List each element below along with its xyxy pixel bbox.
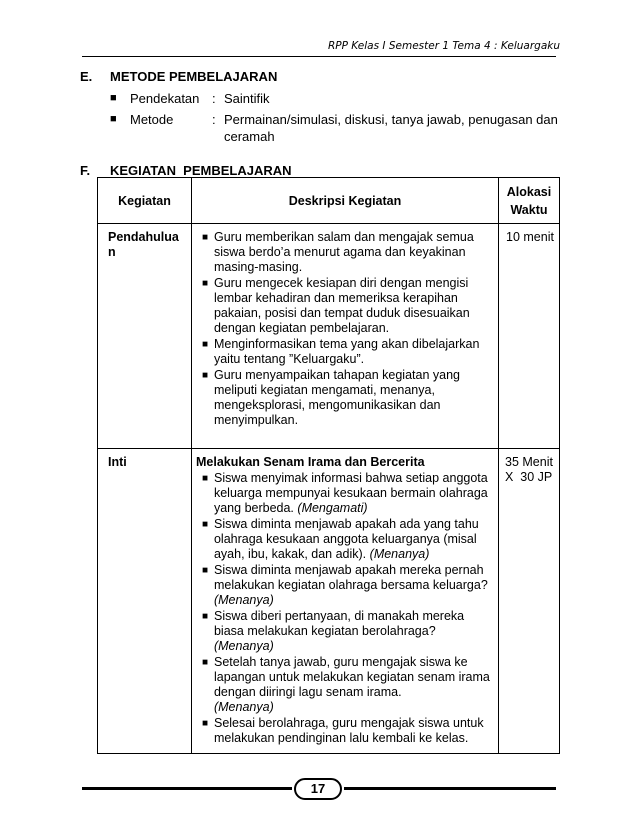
running-header: RPP Kelas I Semester 1 Tema 4 : Keluargaku [328, 40, 560, 52]
list-item [196, 517, 492, 562]
table-row [98, 449, 560, 754]
kegiatan-cell: Pendahulua n [98, 224, 192, 449]
item-tag: (Mengamati) [297, 501, 368, 515]
item-text: Guru mengecek kesiapan diri dengan mengisi lembar kehadiran dan memeriksa kerapihan pakaian, posisi dan tempat duduk disesuaikan dengan kegiatan pembelajaran. [213, 276, 470, 335]
list-item [196, 276, 492, 336]
square-bullet-icon: ■ [201, 278, 208, 289]
list-item [196, 609, 492, 654]
deskripsi-cell [191, 449, 498, 754]
pendekatan-row [110, 90, 568, 107]
list-item [196, 655, 492, 715]
pendekatan-colon: : [212, 91, 216, 106]
item-tag: (Menanya) [213, 639, 274, 653]
metode-value: Permainan/simulasi, diskusi, tanya jawab, penugasan dan ceramah [224, 112, 558, 144]
section-e-heading [80, 69, 568, 84]
square-bullet-icon: ■ [201, 232, 208, 243]
item-text: Guru memberikan salam dan mengajak semua siswa berdo’a menurut agama dan keyakinan masing-masing. [213, 230, 474, 274]
section-f [80, 163, 568, 178]
section-e-letter: E. [80, 69, 93, 84]
waktu-cell [499, 449, 560, 754]
metode-label: Metode [130, 112, 174, 127]
metode-colon: : [212, 112, 216, 127]
square-bullet-icon: ■ [110, 113, 117, 125]
item-text: Siswa diberi pertanyaan, di manakah mereka biasa melakukan kegiatan berolahraga? [213, 609, 465, 638]
pendekatan-label: Pendekatan [130, 91, 200, 106]
section-f-title: KEGIATAN PEMBELAJARAN [110, 163, 292, 178]
table-row [98, 224, 560, 449]
item-text: Siswa diminta menjawab apakah ada yang tahu olahraga kesukaan anggota keluarganya (misal ayah, ibu, kakak, dan adik). [213, 517, 479, 561]
list-item [196, 337, 492, 367]
item-text: Selesai berolahraga, guru mengajak siswa untuk melakukan pendinginan lalu kembali ke kelas. [213, 716, 484, 745]
item-tag: (Menanya) [213, 700, 274, 714]
page-number: 17 [294, 778, 342, 800]
waktu-cell [499, 224, 560, 449]
item-text: Guru menyampaikan tahapan kegiatan yang meliputi kegiatan mengamati, menanya, mengeksplorasi, mengomunikasikan dan menyimpulkan. [213, 368, 460, 427]
header-kegiatan: Kegiatan [98, 178, 192, 224]
square-bullet-icon: ■ [201, 339, 208, 350]
square-bullet-icon: ■ [201, 718, 208, 729]
item-tag: (Menanya) [213, 593, 274, 607]
header-alokasi-line2: Waktu [510, 202, 548, 217]
section-f-letter: F. [80, 163, 91, 178]
footer-rule-left [82, 787, 292, 790]
list-item [196, 471, 492, 516]
header-alokasi [499, 178, 560, 224]
list-item [196, 368, 492, 428]
deskripsi-list [196, 471, 492, 746]
item-text: Siswa menyimak informasi bahwa setiap anggota keluarga mempunyai kesukaan bermain olahraga yang berbeda. [213, 471, 488, 515]
deskripsi-list [196, 230, 492, 428]
deskripsi-subheading: Melakukan Senam Irama dan Bercerita [195, 455, 425, 469]
waktu-value: 35 Menit [505, 455, 553, 469]
list-item [196, 716, 492, 746]
item-text: Menginformasikan tema yang akan dibelajarkan yaitu tentang ”Keluargaku”. [213, 337, 480, 366]
section-f-heading [80, 163, 568, 178]
header-rule [82, 56, 556, 57]
waktu-value-jp: X 30 JP [505, 470, 553, 484]
section-e [80, 69, 568, 145]
waktu-value: 10 menit [506, 230, 554, 244]
square-bullet-icon: ■ [110, 92, 117, 104]
square-bullet-icon: ■ [201, 611, 208, 622]
metode-row [110, 111, 568, 145]
list-item [196, 563, 492, 608]
square-bullet-icon: ■ [201, 473, 208, 484]
footer-rule-right [344, 787, 556, 790]
square-bullet-icon: ■ [201, 519, 208, 530]
table-header-row [98, 178, 560, 224]
header-deskripsi: Deskripsi Kegiatan [191, 178, 498, 224]
item-tag: (Menanya) [369, 547, 430, 561]
section-e-title: METODE PEMBELAJARAN [110, 69, 278, 84]
deskripsi-cell [191, 224, 498, 449]
square-bullet-icon: ■ [201, 657, 208, 668]
kegiatan-table [97, 177, 560, 754]
kegiatan-cell: Inti [98, 449, 192, 754]
item-text: Siswa diminta menjawab apakah mereka pernah melakukan kegiatan olahraga bersama keluarga? [213, 563, 488, 592]
header-alokasi-line1: Alokasi [506, 184, 552, 199]
pendekatan-value: Saintifik [224, 91, 270, 106]
square-bullet-icon: ■ [201, 370, 208, 381]
item-text: Setelah tanya jawab, guru mengajak siswa ke lapangan untuk melakukan kegiatan senam irama dengan diiringi lagu senam irama. [213, 655, 490, 699]
square-bullet-icon: ■ [201, 565, 208, 576]
list-item [196, 230, 492, 275]
